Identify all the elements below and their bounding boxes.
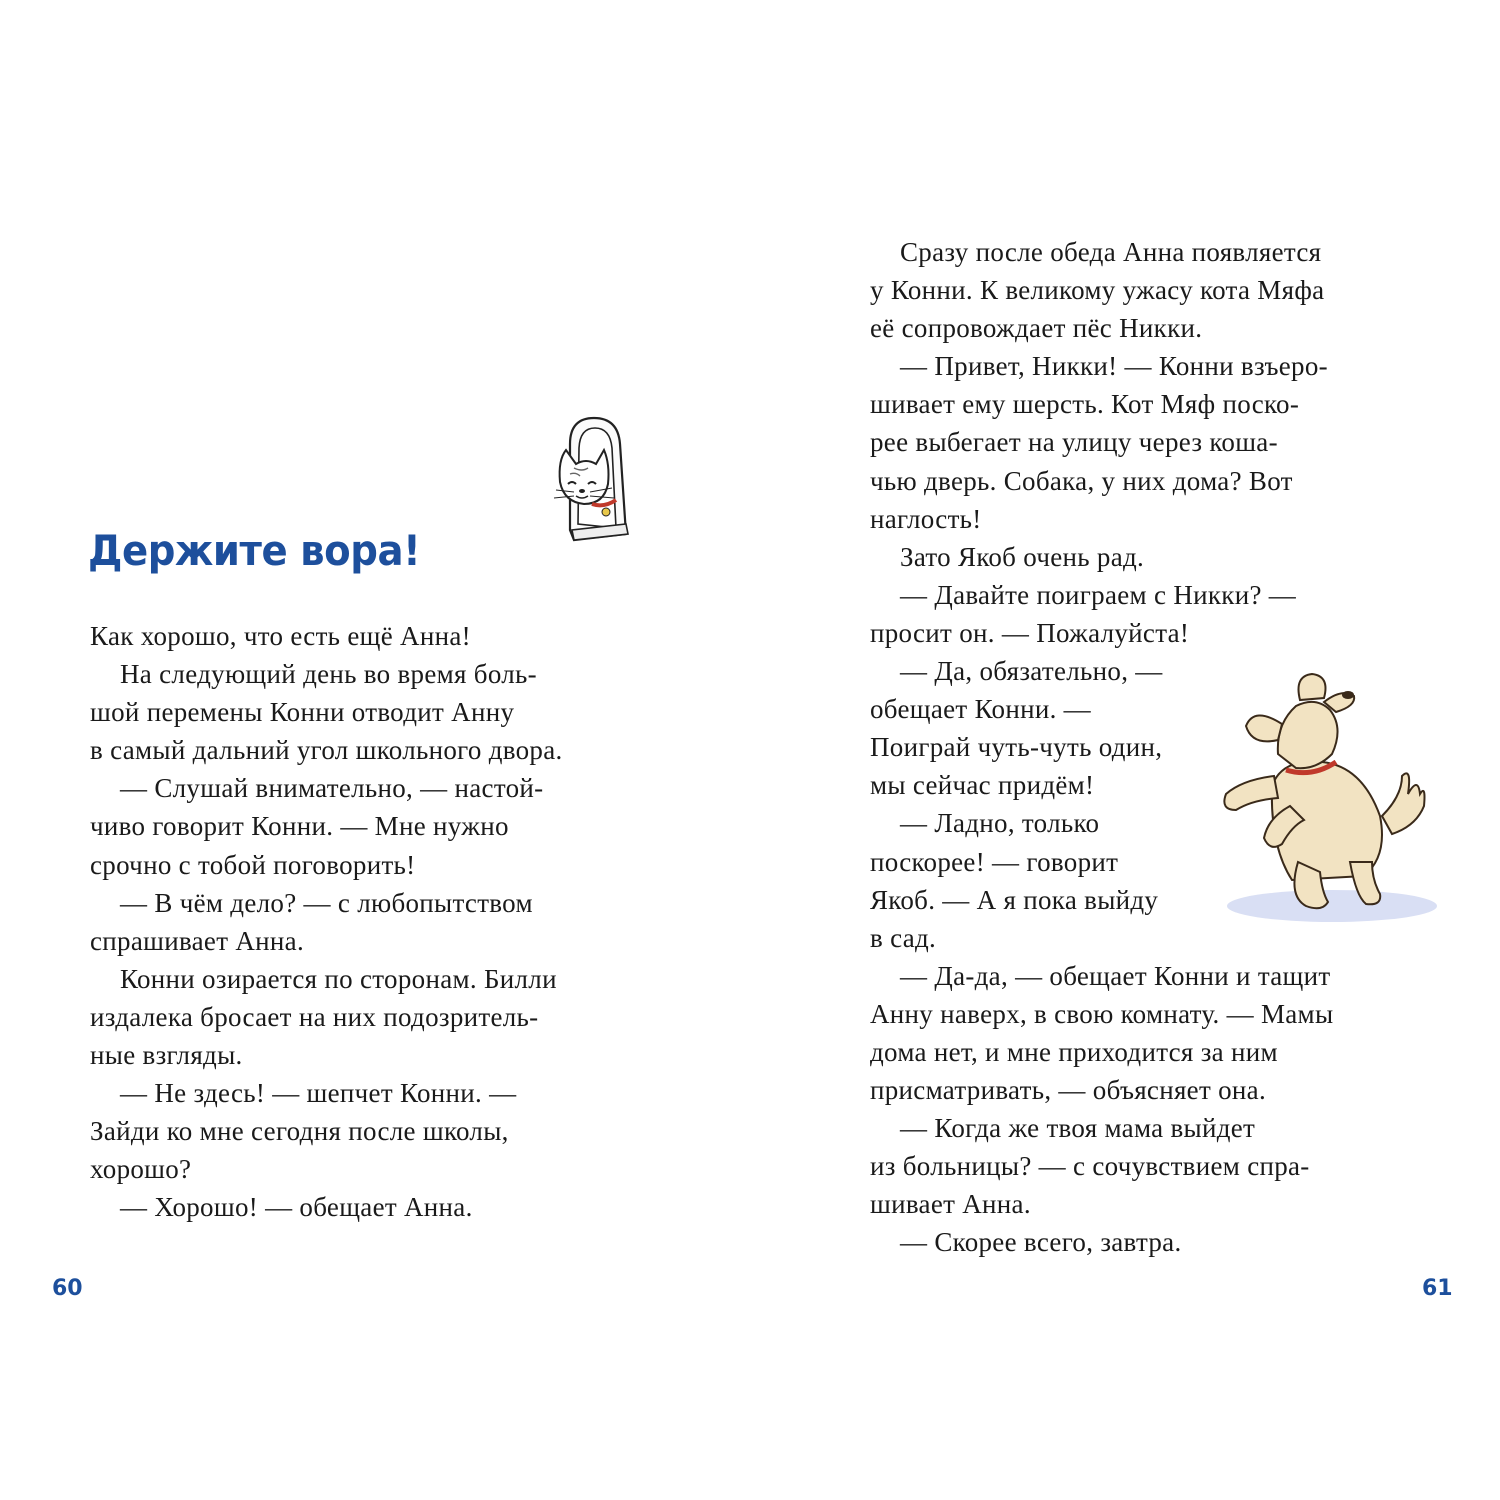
right-page: [750, 0, 1500, 1500]
text-line: — Давайте поиграем с Никки? —: [900, 579, 1297, 610]
dog-illustration: [1212, 666, 1437, 928]
text-line: присматривать, — объясняет она.: [870, 1075, 1267, 1106]
text-line: Как хорошо, что есть ещё Анна!: [90, 621, 471, 651]
text-line: Якоб. — А я пока выйду: [870, 884, 1159, 915]
text-line: из больницы? — с сочувствием спра-: [870, 1151, 1310, 1182]
text-line: — Слушай внимательно, — настой-: [120, 773, 544, 804]
text-line: её сопровождает пёс Никки.: [870, 313, 1203, 344]
text-line: Зато Якоб очень рад.: [900, 541, 1145, 572]
text-line: — Да-да, — обещает Конни и тащит: [900, 960, 1331, 991]
text-line: — Привет, Никки! — Конни взъеро-: [900, 351, 1328, 382]
text-line: в сад.: [870, 922, 937, 953]
text-line: дома нет, и мне приходится за ним: [870, 1036, 1278, 1067]
text-line: Зайди ко мне сегодня после школы,: [90, 1116, 509, 1147]
text-line: — Не здесь! — шепчет Конни. —: [120, 1078, 517, 1109]
text-line: в самый дальний угол школьного двора.: [90, 735, 563, 766]
cat-in-window-illustration: [552, 412, 632, 547]
text-line: — Скорее всего, завтра.: [900, 1227, 1182, 1258]
text-line: наглость!: [870, 503, 982, 534]
text-line: Сразу после обеда Анна появляется: [900, 237, 1322, 267]
text-line: — Хорошо! — обещает Анна.: [120, 1192, 473, 1223]
text-line: — Да, обязательно, —: [900, 656, 1163, 687]
text-line: у Конни. К великому ужасу кота Мяфа: [870, 275, 1325, 306]
text-line: — Когда же твоя мама выйдет: [900, 1113, 1256, 1144]
text-line: обещает Конни. —: [870, 694, 1091, 725]
text-line: спрашивает Анна.: [90, 925, 304, 956]
text-line: шой перемены Конни отводит Анну: [90, 697, 515, 728]
text-line: Поиграй чуть-чуть один,: [870, 732, 1163, 763]
text-line: чью дверь. Собака, у них дома? Вот: [870, 465, 1293, 496]
page-number-left: 60: [52, 1276, 83, 1301]
text-line: рее выбегает на улицу через коша-: [870, 427, 1278, 458]
text-line: издалека бросает на них подозритель-: [90, 1001, 539, 1032]
text-line: хорошо?: [90, 1154, 192, 1185]
left-page-body-text: [90, 617, 650, 1227]
text-line: мы сейчас придём!: [870, 770, 1095, 801]
text-line: поскорее! — говорит: [870, 846, 1119, 877]
text-line: — Ладно, только: [900, 808, 1100, 839]
text-line: Анну наверх, в свою комнату. — Мамы: [870, 998, 1334, 1029]
text-line: На следующий день во время боль-: [120, 659, 537, 690]
text-line: — В чём дело? — с любопытством: [120, 887, 533, 918]
text-line: просит он. — Пожалуйста!: [870, 617, 1190, 648]
text-line: Конни озирается по сторонам. Билли: [120, 963, 557, 994]
text-line: ные взгляды.: [90, 1040, 243, 1071]
text-line: чиво говорит Конни. — Мне нужно: [90, 811, 509, 842]
page-number-right: 61: [1422, 1276, 1453, 1301]
text-line: шивает Анна.: [870, 1189, 1031, 1220]
text-line: шивает ему шерсть. Кот Мяф поско-: [870, 389, 1300, 420]
chapter-title: Держите вора!: [88, 526, 421, 575]
text-line: срочно с тобой поговорить!: [90, 849, 416, 880]
